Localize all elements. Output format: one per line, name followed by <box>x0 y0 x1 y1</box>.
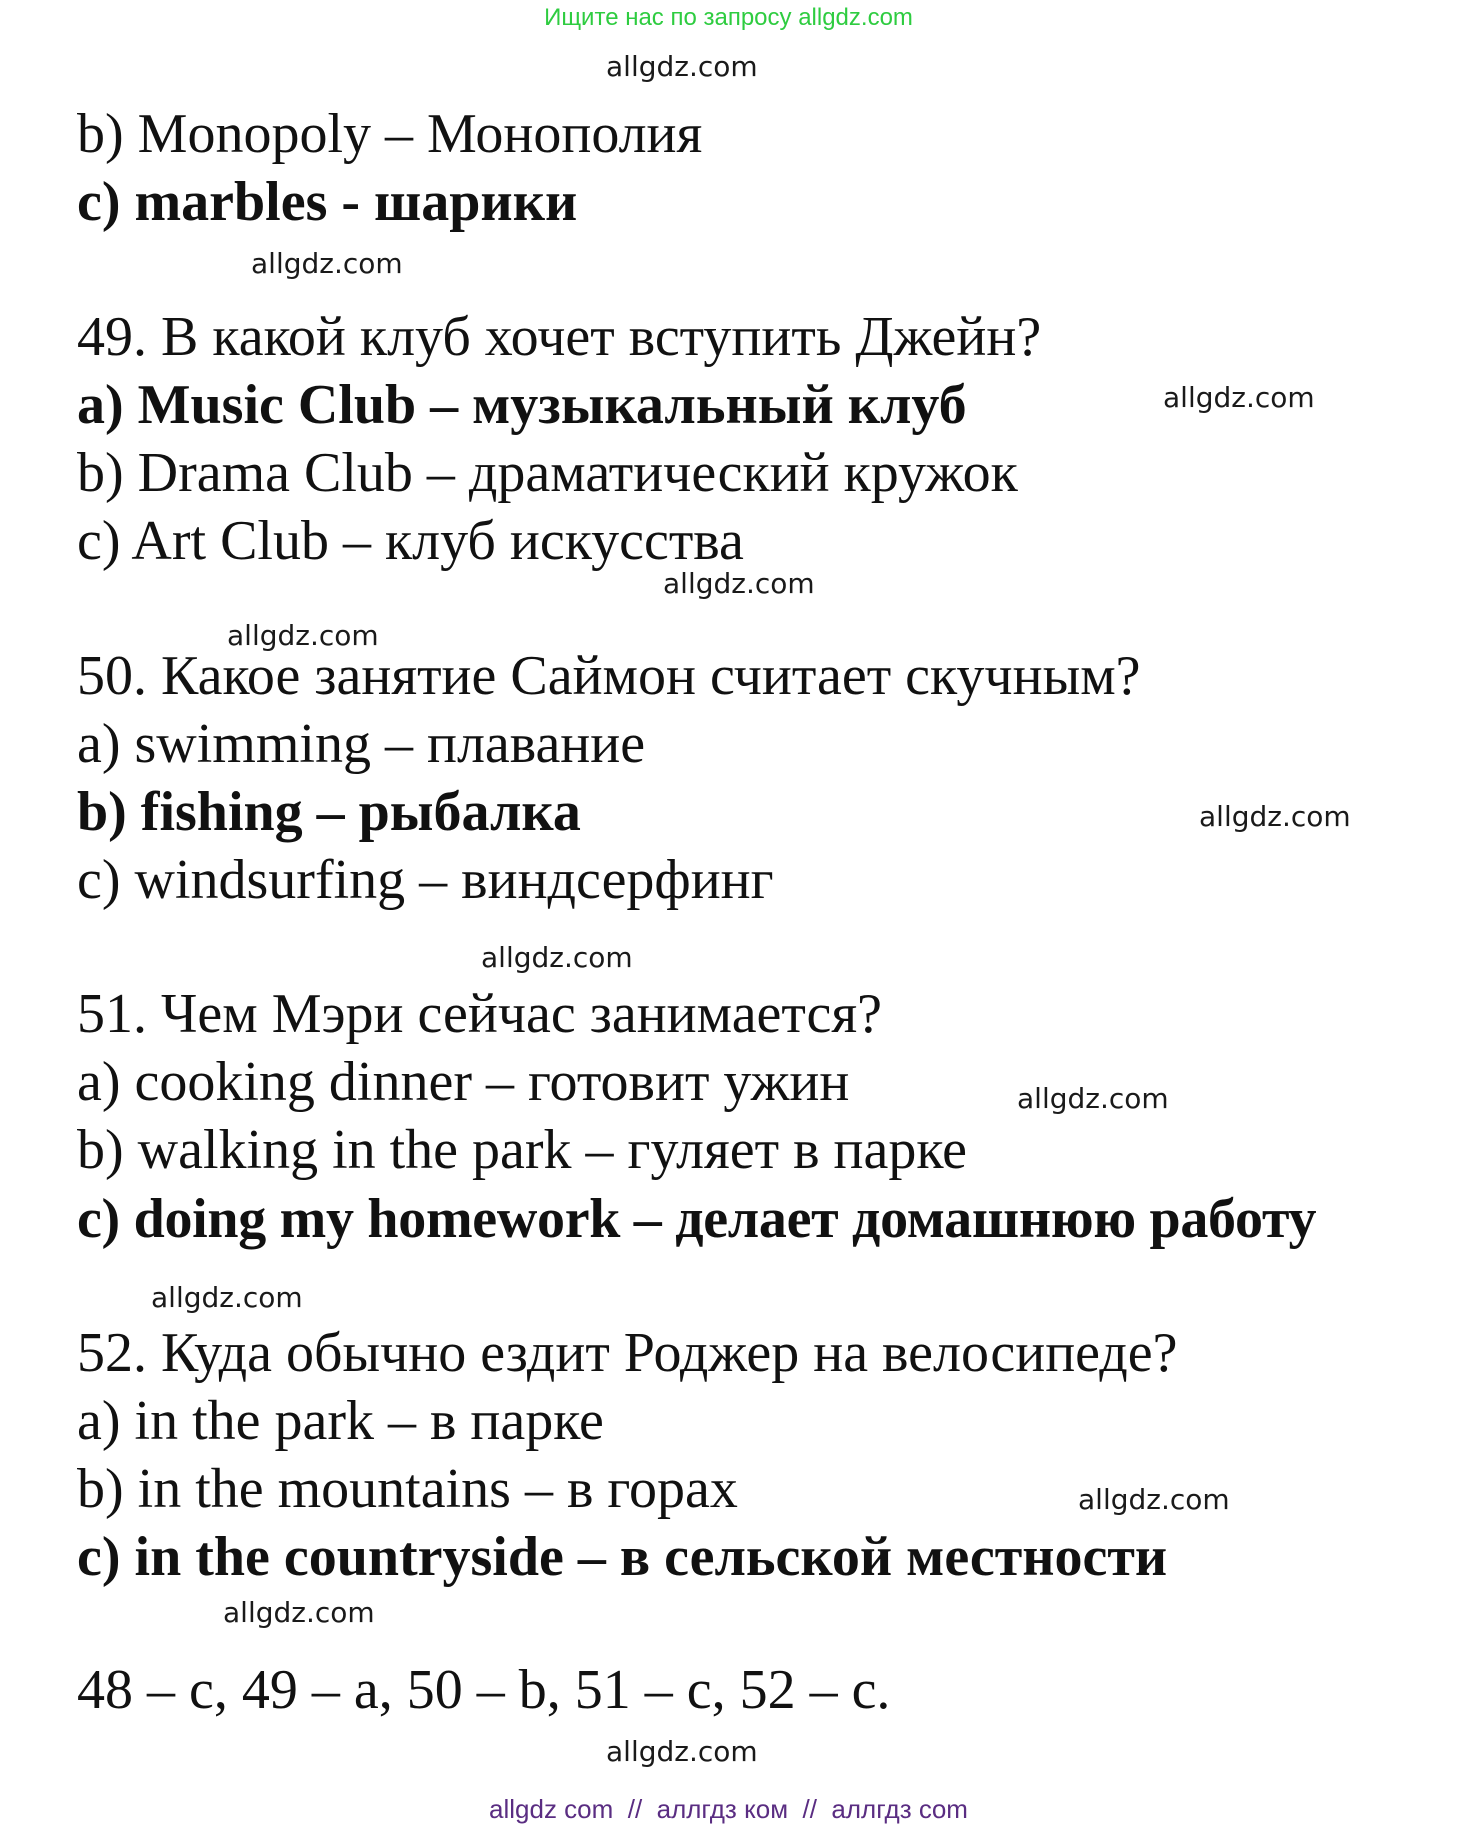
question-51: 51. Чем Мэри сейчас занимается? <box>77 983 883 1045</box>
watermark: allgdz.com <box>251 247 403 280</box>
option-49-b: b) Drama Club – драматический кружок <box>77 442 1018 504</box>
option-50-a: a) swimming – плавание <box>77 713 646 775</box>
option-52-b: b) in the mountains – в горах <box>77 1458 738 1520</box>
question-52: 52. Куда обычно ездит Роджер на велосипеде? <box>77 1322 1178 1384</box>
watermark: allgdz.com <box>1199 800 1351 833</box>
answer-key: 48 – c, 49 – a, 50 – b, 51 – c, 52 – c. <box>77 1659 891 1721</box>
question-49: 49. В какой клуб хочет вступить Джейн? <box>77 306 1042 368</box>
watermark: allgdz.com <box>1017 1082 1169 1115</box>
watermark: allgdz.com <box>151 1281 303 1314</box>
option-49-c: c) Art Club – клуб искусства <box>77 510 744 572</box>
option-48-b: b) Monopoly – Монополия <box>77 103 703 165</box>
option-51-b: b) walking in the park – гуляет в парке <box>77 1119 968 1181</box>
footer-links: allgdz com // аллгдз ком // аллгдз com <box>489 1794 968 1824</box>
watermark: allgdz.com <box>227 619 379 652</box>
option-51-c-correct: c) doing my homework – делает домашнюю работу <box>77 1188 1317 1250</box>
option-48-c-correct: c) marbles - шарики <box>77 171 578 233</box>
option-50-b-correct: b) fishing – рыбалка <box>77 781 581 843</box>
watermark: allgdz.com <box>663 567 815 600</box>
option-51-a: a) cooking dinner – готовит ужин <box>77 1051 850 1113</box>
watermark: allgdz.com <box>606 1735 758 1768</box>
watermark: allgdz.com <box>481 941 633 974</box>
option-52-a: a) in the park – в парке <box>77 1390 604 1452</box>
watermark: allgdz.com <box>1163 381 1315 414</box>
watermark: allgdz.com <box>1078 1483 1230 1516</box>
watermark: allgdz.com <box>606 50 758 83</box>
search-banner: Ищите нас по запросу allgdz.com <box>544 4 913 31</box>
option-52-c-correct: c) in the countryside – в сельской местности <box>77 1526 1168 1588</box>
watermark: allgdz.com <box>223 1596 375 1629</box>
option-50-c: c) windsurfing – виндсерфинг <box>77 849 774 911</box>
option-49-a-correct: a) Music Club – музыкальный клуб <box>77 374 967 436</box>
question-50: 50. Какое занятие Саймон считает скучным? <box>77 645 1141 707</box>
